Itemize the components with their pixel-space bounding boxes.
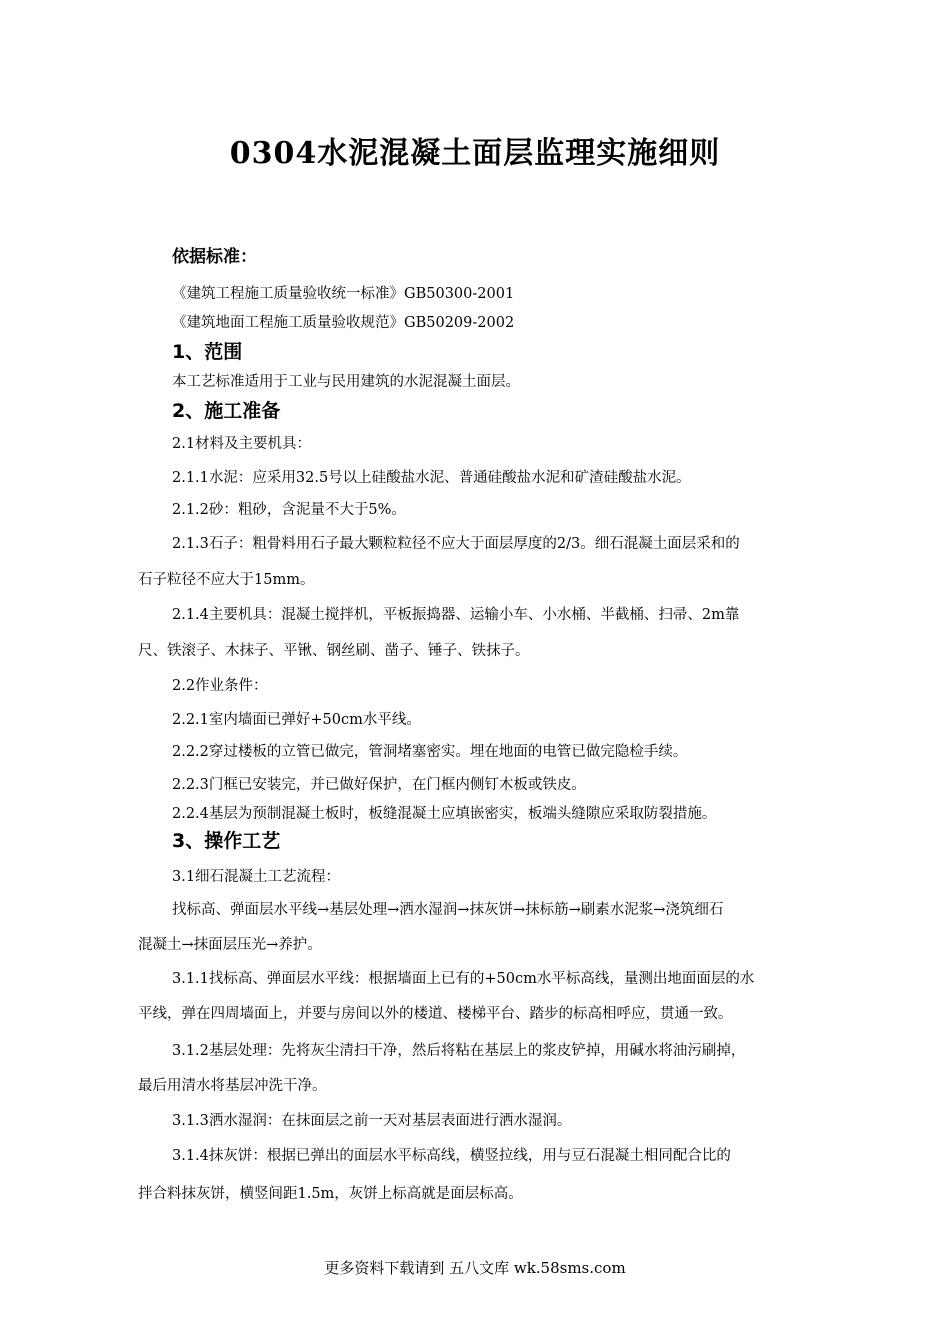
para-3-1-1-line2: 平线，弹在四周墙面上，并要与房间以外的楼道、楼梯平台、踏步的标高相呼应，贯通一致。 (138, 1006, 733, 1022)
basis-ref-1: 《建筑工程施工质量验收统一标准》GB50300-2001 (172, 286, 515, 302)
para-2-2-2: 2.2.2穿过楼板的立管已做完，管洞堵塞密实。埋在地面的电管已做完隐检手续。 (172, 744, 688, 760)
section-1-heading: 1、范围 (172, 341, 243, 363)
para-3-1-1-line1: 3.1.1找标高、弹面层水平线：根据墙面上已有的+50cm水平标高线，量测出地面面层的水 (172, 971, 755, 987)
basis-heading: 依据标准： (172, 247, 257, 267)
section-1-body: 本工艺标准适用于工业与民用建筑的水泥混凝土面层。 (172, 374, 520, 390)
para-2-2-3: 2.2.3门框已安装完，并已做好保护，在门框内侧钉木板或铁皮。 (172, 777, 586, 793)
para-3-1-2-line2: 最后用清水将基层冲洗干净。 (138, 1078, 327, 1094)
para-2-2-4: 2.2.4基层为预制混凝土板时，板缝混凝土应填嵌密实，板端头缝隙应采取防裂措施。 (172, 806, 717, 822)
para-2-1-3-line2: 石子粒径不应大于15mm。 (138, 572, 315, 588)
footer-note: 更多资料下载请到 五八文库 wk.58sms.com (324, 1259, 626, 1277)
para-2-1-4-line2: 尺、铁滚子、木抹子、平锹、钢丝刷、凿子、锤子、铁抹子。 (138, 643, 530, 659)
flow-line1: 找标高、弹面层水平线→基层处理→洒水湿润→抹灰饼→抹标筋→刷素水泥浆→浇筑细石 (172, 902, 724, 918)
para-2-1-3-line1: 2.1.3石子：粗骨料用石子最大颗粒粒径不应大于面层厚度的2/3。细石混凝土面层采和的 (172, 536, 740, 552)
para-2-1-2: 2.1.2砂：粗砂，含泥量不大于5%。 (172, 502, 406, 518)
para-3-1: 3.1细石混凝土工艺流程： (172, 869, 341, 885)
para-3-1-4-line2: 拌合料抹灰饼，横竖间距1.5m，灰饼上标高就是面层标高。 (138, 1186, 523, 1202)
section-2-heading: 2、施工准备 (172, 400, 281, 422)
para-2-1: 2.1材料及主要机具： (172, 436, 312, 452)
para-2-1-4-line1: 2.1.4主要机具：混凝土搅拌机，平板振捣器、运输小车、小水桶、半截桶、扫帚、2m靠 (172, 607, 740, 623)
para-2-2: 2.2作业条件： (172, 678, 268, 694)
basis-ref-2: 《建筑地面工程施工质量验收规范》GB50209-2002 (172, 315, 515, 331)
section-3-heading: 3、操作工艺 (172, 830, 281, 852)
para-2-2-1: 2.2.1室内墙面已弹好+50cm水平线。 (172, 712, 421, 728)
para-3-1-2-line1: 3.1.2基层处理：先将灰尘清扫干净，然后将粘在基层上的浆皮铲掉，用碱水将油污刷掉， (172, 1043, 746, 1059)
para-2-1-1: 2.1.1水泥：应采用32.5号以上硅酸盐水泥、普通硅酸盐水泥和矿渣硅酸盐水泥。 (172, 470, 691, 486)
document-title: 0304水泥混凝土面层监理实施细则 (229, 136, 721, 171)
para-3-1-4-line1: 3.1.4抹灰饼：根据已弹出的面层水平标高线，横竖拉线，用与豆石混凝土相同配合比的 (172, 1148, 731, 1164)
flow-line2: 混凝土→抹面层压光→养护。 (138, 937, 322, 953)
para-3-1-3: 3.1.3洒水湿润：在抹面层之前一天对基层表面进行洒水湿润。 (172, 1113, 572, 1129)
